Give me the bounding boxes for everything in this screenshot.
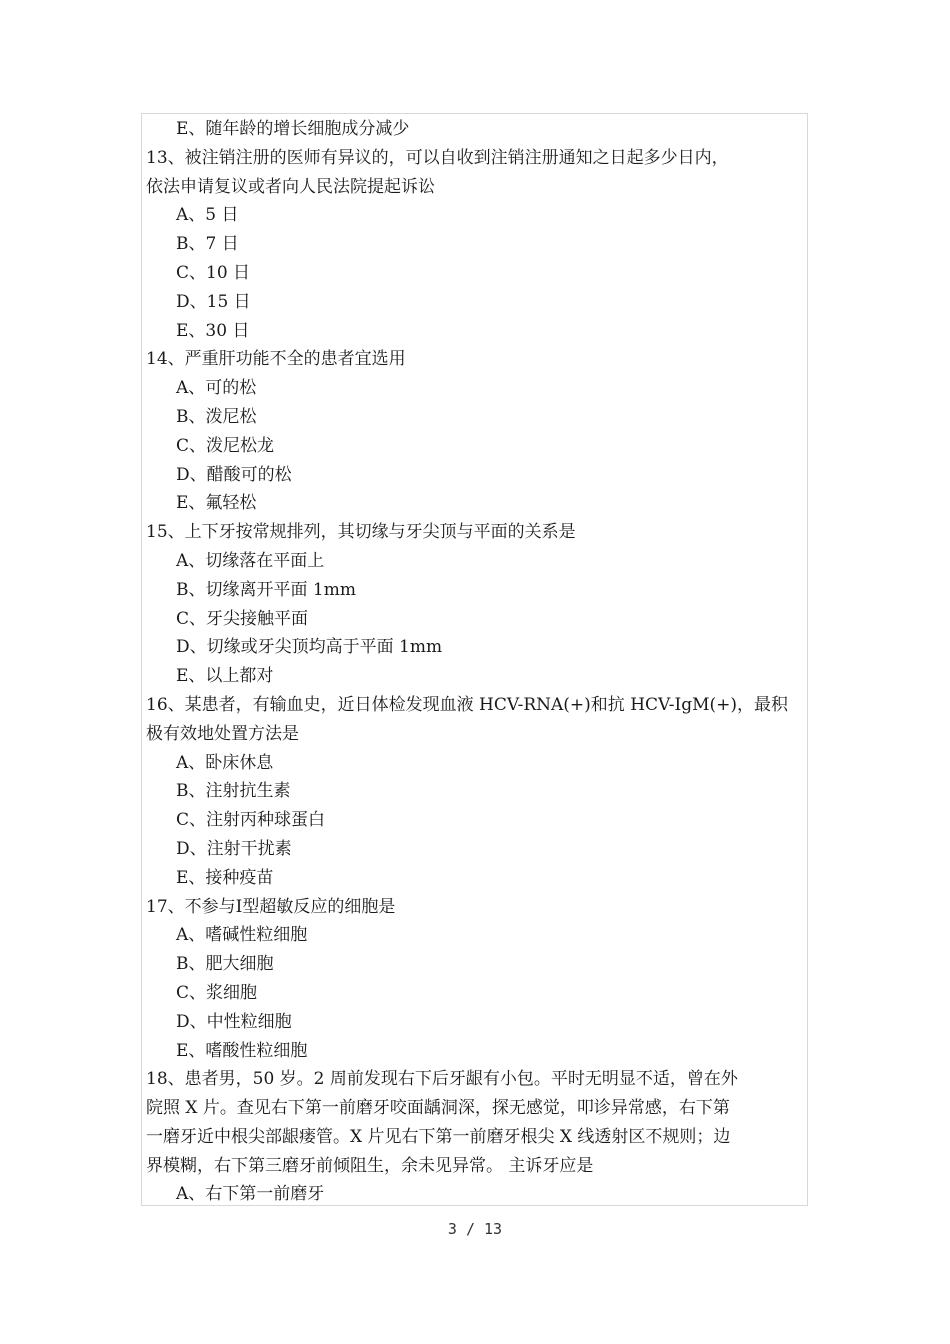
answer-option: B、切缘离开平面 1mm — [176, 579, 356, 600]
answer-option: D、注射干扰素 — [176, 838, 292, 859]
answer-option: A、嗜碱性粒细胞 — [176, 925, 308, 946]
answer-option: B、7 日 — [176, 234, 239, 255]
question-text: 14、严重肝功能不全的患者宜选用 — [146, 349, 406, 370]
answer-option: D、醋酸可的松 — [176, 464, 292, 485]
question-text: 一磨牙近中根尖部龈瘘管。X 片见右下第一前磨牙根尖 X 线透射区不规则；边 — [146, 1126, 731, 1147]
question-text: 依法申请复议或者向人民法院提起诉讼 — [146, 176, 435, 197]
answer-option: C、10 日 — [176, 262, 251, 283]
answer-option: D、切缘或牙尖顶均高于平面 1mm — [176, 637, 443, 658]
answer-option: A、5 日 — [176, 205, 239, 226]
page-number: 3 / 13 — [447, 1220, 503, 1238]
answer-option: A、可的松 — [176, 378, 257, 399]
answer-option: C、泼尼松龙 — [176, 435, 275, 456]
question-text: 15、上下牙按常规排列，其切缘与牙尖顶与平面的关系是 — [146, 522, 576, 543]
answer-option: D、15 日 — [176, 291, 251, 312]
answer-option: E、随年龄的增长细胞成分减少 — [176, 119, 410, 139]
answer-option: E、氟轻松 — [176, 493, 257, 514]
answer-option: E、嗜酸性粒细胞 — [176, 1040, 308, 1061]
question-text: 18、患者男，50 岁。2 周前发现右下后牙龈有小包。平时无明显不适，曾在外 — [146, 1069, 738, 1090]
answer-option: D、中性粒细胞 — [176, 1011, 292, 1032]
question-text: 17、不参与Ⅰ型超敏反应的细胞是 — [146, 896, 396, 917]
question-text: 极有效地处置方法是 — [146, 723, 299, 744]
answer-option: A、右下第一前磨牙 — [176, 1184, 325, 1205]
document-body — [146, 115, 806, 1209]
question-text: 13、被注销注册的医师有异议的，可以自收到注销注册通知之日起多少日内， — [146, 147, 729, 168]
answer-option: C、牙尖接触平面 — [176, 608, 309, 629]
answer-option: E、30 日 — [176, 320, 250, 341]
answer-option: A、卧床休息 — [176, 752, 274, 773]
answer-option: C、注射丙种球蛋白 — [176, 810, 326, 831]
answer-option: B、肥大细胞 — [176, 954, 274, 975]
answer-option: E、以上都对 — [176, 666, 274, 687]
answer-option: C、浆细胞 — [176, 982, 258, 1003]
answer-option: E、接种疫苗 — [176, 867, 274, 888]
question-text: 院照 X 片。查见右下第一前磨牙咬面龋洞深，探无感觉，叩诊异常感，右下第 — [146, 1098, 730, 1119]
answer-option: B、注射抗生素 — [176, 781, 291, 802]
question-text: 16、某患者，有输血史，近日体检发现血液 HCV-RNA(+)和抗 HCV-IgM(+)，最积 — [146, 694, 788, 715]
answer-option: B、泼尼松 — [176, 406, 257, 427]
question-text: 界模糊，右下第三磨牙前倾阻生，余未见异常。 主诉牙应是 — [146, 1155, 594, 1176]
answer-option: A、切缘落在平面上 — [176, 550, 325, 571]
